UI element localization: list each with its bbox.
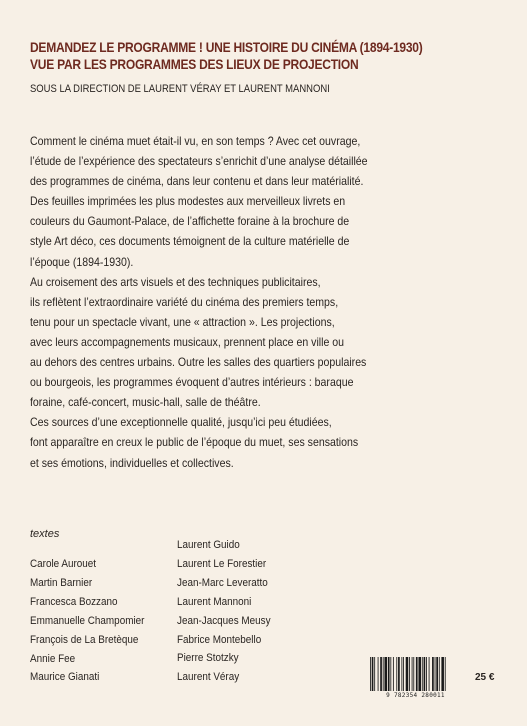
- contributor-name: François de La Bretèque: [30, 633, 139, 646]
- blurb-line: foraine, café-concert, music-hall, salle de théâtre.: [30, 395, 261, 410]
- blurb-line: Des feuilles imprimées les plus modestes aux merveilleux livrets en: [30, 194, 346, 209]
- book-title-line-1: DEMANDEZ LE PROGRAMME ! UNE HISTOIRE DU CINÉMA (1894-1930): [30, 39, 423, 55]
- contributors-column-left: [30, 555, 144, 687]
- contributor-name: Emmanuelle Champomier: [30, 614, 145, 627]
- blurb-line: ou bourgeois, les programmes évoquent d’autres intérieurs : baraque: [30, 375, 354, 390]
- blurb-line: des programmes de cinéma, dans leur contenu et dans leur matérialité.: [30, 174, 364, 189]
- isbn-number: 9 782354 280011: [386, 692, 445, 699]
- contributor-name: Jean-Marc Leveratto: [177, 576, 268, 589]
- blurb-line: l’époque (1894-1930).: [30, 254, 134, 269]
- blurb-line: font apparaître en creux le public de l’époque du muet, ses sensations: [30, 435, 359, 450]
- blurb: [30, 131, 444, 473]
- contributor-name: Martin Barnier: [30, 576, 93, 589]
- blurb-line: au dehors des centres urbains. Outre les salles des quartiers populaires: [30, 355, 367, 370]
- contributor-name: Pierre Stotzky: [177, 652, 239, 665]
- price: 25 €: [475, 672, 495, 683]
- barcode-bars-icon: [368, 657, 463, 691]
- book-title-line-2: VUE PAR LES PROGRAMMES DES LIEUX DE PROJECTION: [30, 56, 359, 72]
- book-title: [30, 39, 434, 73]
- blurb-line: couleurs du Gaumont-Palace, de l’affichette foraine à la brochure de: [30, 214, 350, 229]
- blurb-line: avec leurs accompagnements musicaux, prennent place en ville ou: [30, 334, 345, 349]
- blurb-line: style Art déco, ces documents témoignent de la culture matérielle de: [30, 234, 350, 249]
- blurb-line: ils reflètent l’extraordinaire variété du cinéma des premiers temps,: [30, 294, 339, 309]
- isbn-barcode: [368, 657, 463, 702]
- contributors-label: textes: [30, 528, 60, 540]
- contributor-name: Carole Aurouet: [30, 558, 97, 570]
- contributor-name: Maurice Gianati: [30, 671, 100, 684]
- blurb-line: Comment le cinéma muet était-il vu, en son temps ? Avec cet ouvrage,: [30, 134, 361, 148]
- blurb-line: l’étude de l’expérience des spectateurs s’enrichit d’une analyse détaillée: [30, 154, 368, 169]
- blurb-line: et ses émotions, individuelles et collectives.: [30, 455, 234, 470]
- blurb-line: Au croisement des arts visuels et des techniques publicitaires,: [30, 274, 321, 289]
- contributors-column-right: [177, 536, 271, 687]
- contributor-name: Jean-Jacques Meusy: [177, 614, 271, 627]
- contributor-name: Fabrice Montebello: [177, 633, 262, 646]
- contributor-name: Francesca Bozzano: [30, 595, 118, 608]
- editors-credit: SOUS LA DIRECTION DE LAURENT VÉRAY ET LAURENT MANNONI: [30, 83, 330, 95]
- blurb-line: tenu pour un spectacle vivant, une « attraction ». Les projections,: [30, 314, 335, 329]
- contributor-name: Laurent Le Forestier: [177, 557, 267, 570]
- contributor-name: Laurent Mannoni: [177, 595, 252, 608]
- contributor-name: Laurent Véray: [177, 671, 240, 684]
- contributor-name: Laurent Guido: [177, 539, 240, 551]
- blurb-line: Ces sources d’une exceptionnelle qualité, jusqu’ici peu étudiées,: [30, 415, 332, 430]
- contributor-name: Annie Fee: [30, 652, 76, 665]
